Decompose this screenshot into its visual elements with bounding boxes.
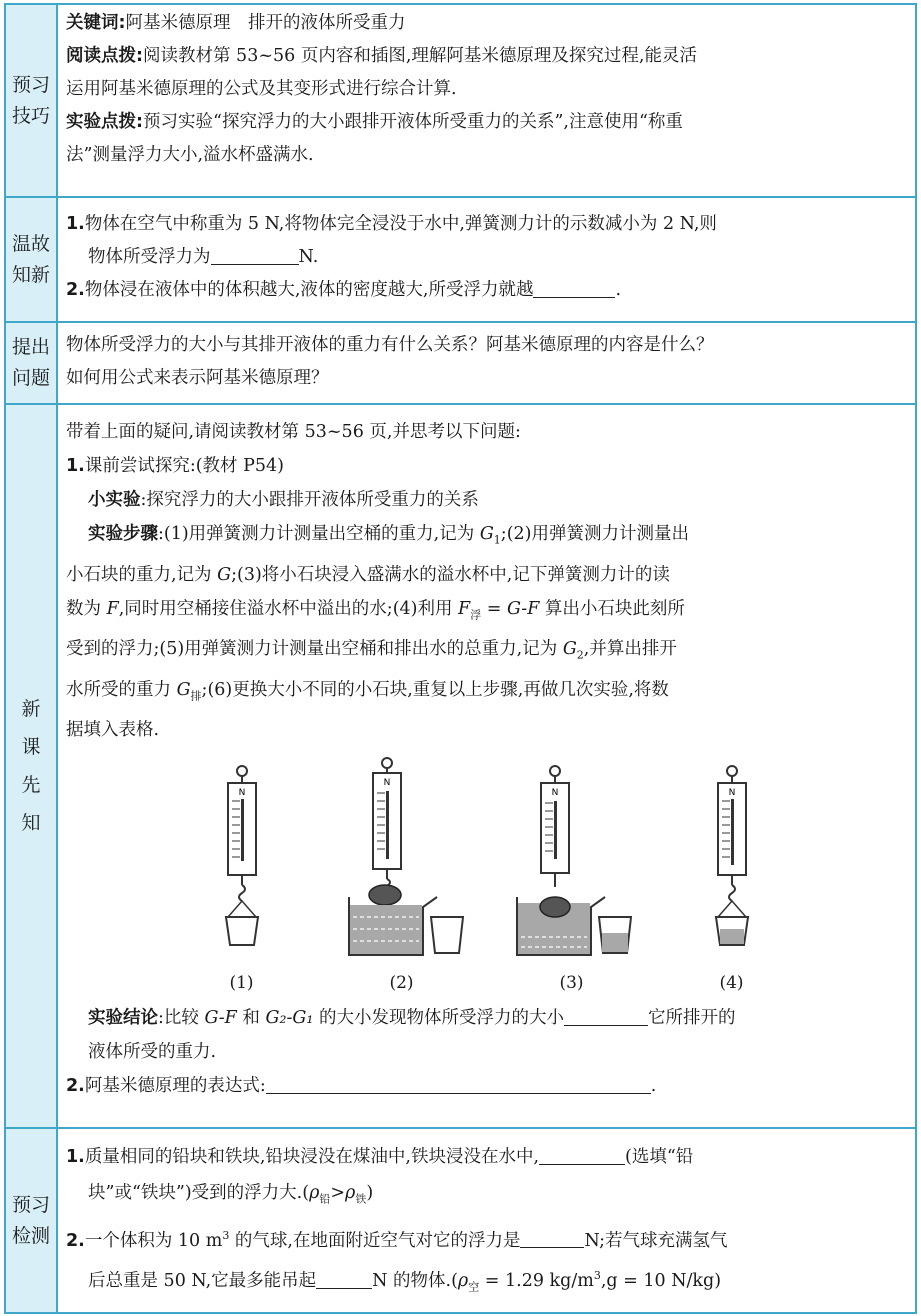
section-label: 提出 问题 xyxy=(6,323,58,403)
spring-scale-bucket-water-icon xyxy=(682,757,782,967)
section-label: 预习 技巧 xyxy=(6,5,58,196)
svg-text:N: N xyxy=(551,788,558,798)
experiment-figure xyxy=(66,757,907,997)
svg-text:N: N xyxy=(238,788,245,798)
section-preview-tips xyxy=(6,5,915,198)
svg-text:N: N xyxy=(728,788,735,798)
figure-caption: (4) xyxy=(719,973,744,993)
figure-step-4 xyxy=(657,757,807,997)
answer-blank[interactable] xyxy=(520,1227,584,1248)
steps-label: 实验步骤 xyxy=(88,524,158,544)
experiment-tips-label: 实验点拨: xyxy=(66,112,143,132)
section-content: 物体所受浮力的大小与其排开液体的重力有什么关系？阿基米德原理的内容是什么？ 如何用公式来表示阿基米德原理？ xyxy=(66,335,714,388)
conclusion-label: 实验结论 xyxy=(88,1008,158,1028)
section-questions xyxy=(6,323,915,405)
answer-blank[interactable] xyxy=(564,1005,648,1026)
reading-label: 阅读点拨: xyxy=(66,46,143,66)
keywords-text: 阿基米德原理 排开的液体所受重力 xyxy=(125,13,406,33)
small-experiment-label: 小实验 xyxy=(88,490,141,510)
section-preview-check xyxy=(6,1129,915,1312)
spring-scale-empty-bucket-icon xyxy=(192,757,292,967)
answer-blank[interactable] xyxy=(539,1144,625,1165)
answer-blank[interactable] xyxy=(211,244,299,265)
answer-blank[interactable] xyxy=(266,1073,651,1094)
section-content: 带着上面的疑问,请阅读教材第 53~56 页,并思考以下问题: 1.课前尝试探究:(教材 P54) 小实验:探究浮力的大小跟排开液体所受重力的关系 实验步骤:(1)用弹簧测力计测量出空桶的重力,记为 $G_1;(2)$用弹簧测力计测量出 小石块的重力,记为 G;(3)将小石块浸入盛满水的溢水杯中,记下弹簧测力计的读 数为 F,同时用空桶接住溢水杯中溢出的水;(4)利用 $F_浮 = G-F$ 算出小石块此刻所 受到的浮力;(5)用弹簧测力计测量出空桶和排出水的总重力,记为 $G_2$,并算出排开 水所受的重力 $G_排;(6)$更换大小不同的小石块,重复以上步骤,再做几次实验,将数 据填入表格. N (1) N (2) N (3) N (4) 实验结论:比较 G-F 和 G₂-G₁ 的大小发现物体所受浮力的大小 它所排开的 液体所受的重力. 2.阿基米德原理的表达式: . xyxy=(58,405,915,1127)
worksheet-table xyxy=(4,3,917,1314)
section-label: 预习 检测 xyxy=(6,1129,58,1312)
section-new-lesson xyxy=(6,405,915,1129)
section-review xyxy=(6,198,915,323)
figure-caption: (3) xyxy=(559,973,584,993)
answer-blank[interactable] xyxy=(533,277,615,298)
figure-step-1 xyxy=(167,757,317,997)
spring-scale-stone-overflow-cup-icon xyxy=(327,757,477,967)
section-content: 关键词:阿基米德原理 排开的液体所受重力 阅读点拨:阅读教材第 53~56 页内容和插图,理解阿基米德原理及探究过程,能灵活 运用阿基米德原理的公式及其变形式进行综合计算. 实验点拨:预习实验“探究浮力的大小跟排开液体所受重力的关系”,注意使用“称重 法”测量浮力大小,溢水杯盛满水. xyxy=(66,13,697,165)
section-label: 温故 知新 xyxy=(6,198,58,321)
figure-caption: (1) xyxy=(229,973,254,993)
keywords-label: 关键词: xyxy=(66,13,126,33)
figure-step-2 xyxy=(317,757,487,997)
figure-caption: (2) xyxy=(389,973,414,993)
answer-blank[interactable] xyxy=(316,1268,372,1289)
svg-text:N: N xyxy=(383,778,390,788)
section-content: 1.物体在空气中称重为 5 N,将物体完全浸没于水中,弹簧测力计的示数减小为 2 N,则 物体所受浮力为 N. 2.物体浸在液体中的体积越大,液体的密度越大,所受浮力就越 . xyxy=(66,214,717,300)
section-label: 新 课 先 知 xyxy=(6,405,58,1127)
section-content: 1.质量相同的铅块和铁块,铅块浸没在煤油中,铁块浸没在水中, (选填“铅 块”或“铁块”)受到的浮力大$.(\rho_铅>\rho_铁)$ 2.一个体积为 10 $m^3$ 的气球,在地面附近空气对它的浮力是 N;若气球充满氢气 后总重是 50 N,它最多能吊起 N 的物体$.(\rho_空 = 1.29$ $kg/m^3,g = 10$ N/kg) xyxy=(58,1129,915,1312)
figure-step-3 xyxy=(487,757,657,997)
spring-scale-stone-submerged-icon xyxy=(497,757,647,967)
